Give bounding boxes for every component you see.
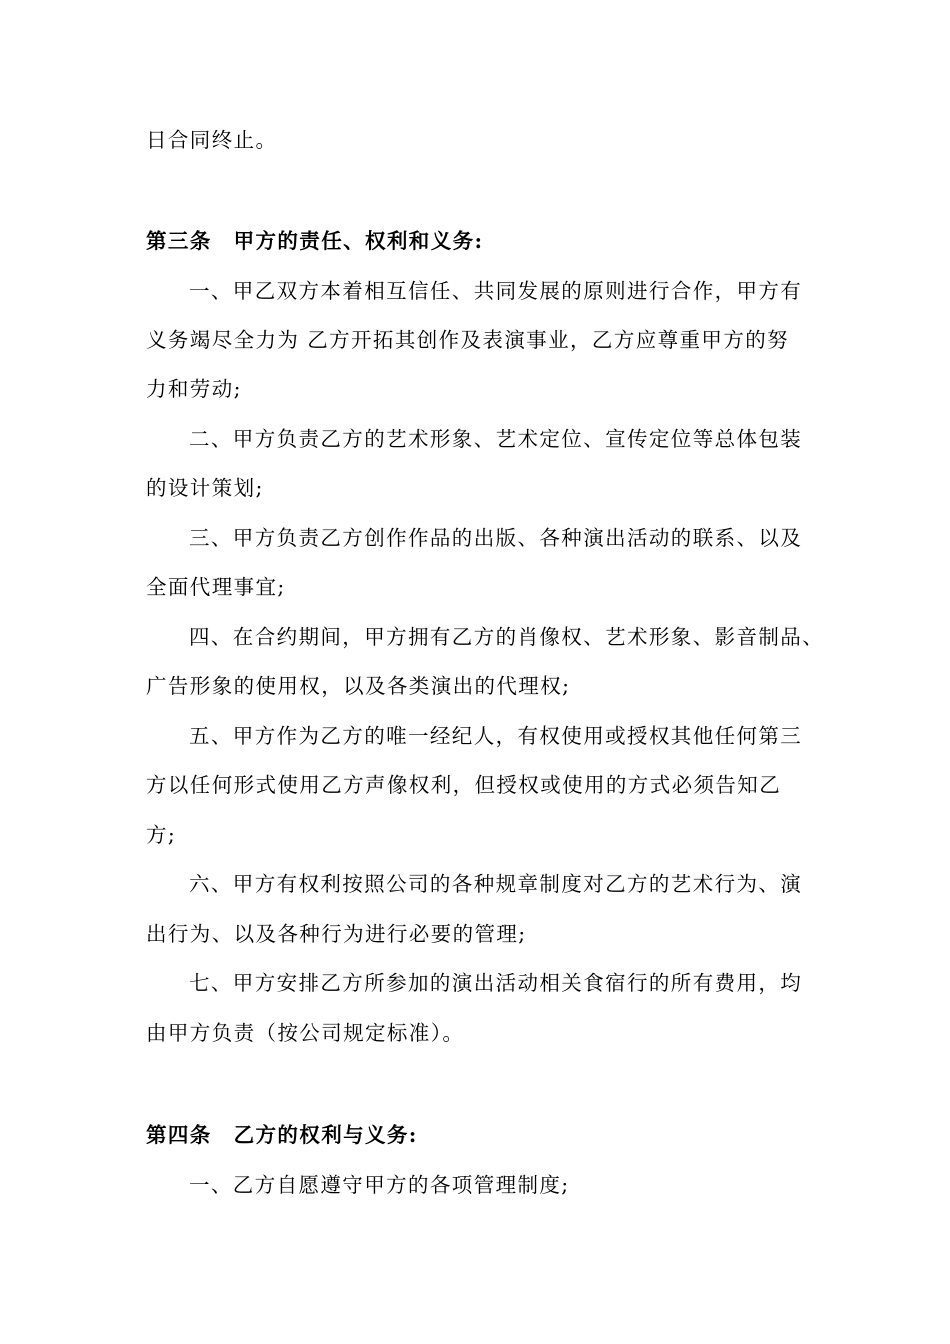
- article-4-item-1-line-1: 一、乙方自愿遵守甲方的各项管理制度;: [189, 1173, 570, 1197]
- article-3-item-1-line-3: 力和劳动;: [146, 377, 242, 401]
- article-3-item-3-line-1: 三、甲方负责乙方创作作品的出版、各种演出活动的联系、以及: [189, 526, 803, 550]
- article-3-item-5-line-1: 五、甲方作为乙方的唯一经纪人，有权使用或授权其他任何第三: [189, 724, 803, 748]
- article-3-item-5-line-3: 方;: [146, 823, 177, 847]
- article-3-item-2-line-2: 的设计策划;: [146, 476, 264, 500]
- article-3-item-6-line-1: 六、甲方有权利按照公司的各种规章制度对乙方的艺术行为、演: [189, 872, 803, 896]
- article-3-item-3-line-2: 全面代理事宜;: [146, 575, 286, 599]
- continuation-line: 日合同终止。: [146, 128, 278, 152]
- article-3-item-1-line-2: 义务竭尽全力为 乙方开拓其创作及表演事业，乙方应尊重甲方的努: [146, 328, 790, 352]
- article-3-item-2-line-1: 二、甲方负责乙方的艺术形象、艺术定位、宣传定位等总体包装: [189, 427, 803, 451]
- article-3-item-7-line-2: 由甲方负责（按公司规定标准）。: [146, 1021, 465, 1045]
- article-4-heading: 第四条 乙方的权利与义务:: [146, 1123, 418, 1147]
- article-3-item-6-line-2: 出行为、以及各种行为进行必要的管理;: [146, 922, 527, 946]
- article-3-item-4-line-1: 四、在合约期间，甲方拥有乙方的肖像权、艺术形象、影音制品、: [189, 625, 825, 649]
- article-3-item-1-line-1: 一、甲乙双方本着相互信任、共同发展的原则进行合作，甲方有: [189, 279, 803, 303]
- article-3-item-7-line-1: 七、甲方安排乙方所参加的演出活动相关食宿行的所有费用，均: [189, 971, 803, 995]
- article-3-item-4-line-2: 广告形象的使用权，以及各类演出的代理权;: [146, 674, 571, 698]
- article-3-heading: 第三条 甲方的责任、权利和义务:: [146, 229, 484, 253]
- article-3-item-5-line-2: 方以任何形式使用乙方声像权利，但授权或使用的方式必须告知乙: [146, 773, 782, 797]
